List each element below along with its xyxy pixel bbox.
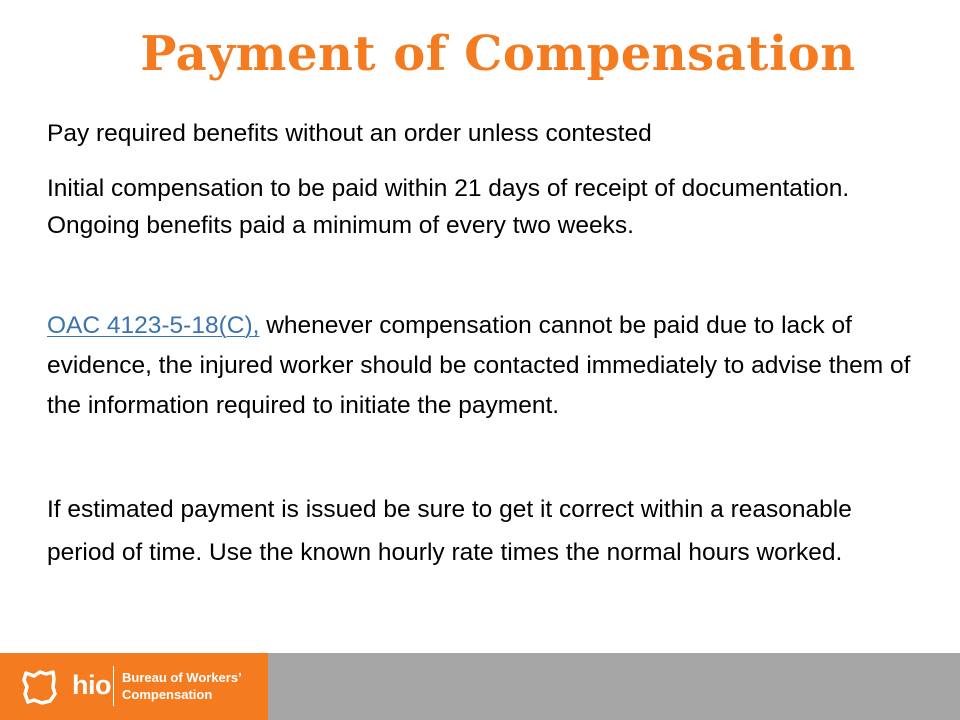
paragraph-contested: Pay required benefits without an order unless contested xyxy=(47,120,652,147)
agency-name-line1: Bureau of Workers’ xyxy=(122,670,242,685)
agency-name-line2: Compensation xyxy=(122,687,213,702)
footer-bar xyxy=(0,653,960,720)
logo-divider xyxy=(113,666,114,706)
oac-rule-text: whenever compensation cannot be paid due to lack of evidence, the injured worker should be contacted immediately to advise them of the information required to initiate the payment. xyxy=(47,312,911,419)
paragraph-initial-compensation: Initial compensation to be paid within 21 days of receipt of documentation. Ongoing benefits paid a minimum of every two weeks. xyxy=(47,175,850,239)
slide-title: Payment of Compensation xyxy=(140,26,856,82)
ohio-logo xyxy=(20,665,112,705)
paragraph-estimated-payment: If estimated payment is issued be sure to get it correct within a reasonable period of time. Use the known hourly rate times the normal hours worked. xyxy=(47,496,852,566)
ohio-wordmark: hio xyxy=(72,670,111,700)
oac-rule-link[interactable]: OAC 4123-5-18(C), xyxy=(47,312,260,339)
ohio-state-outline-icon xyxy=(20,667,60,707)
paragraph-oac-rule xyxy=(47,306,917,426)
bwc-logo-block xyxy=(0,653,268,720)
